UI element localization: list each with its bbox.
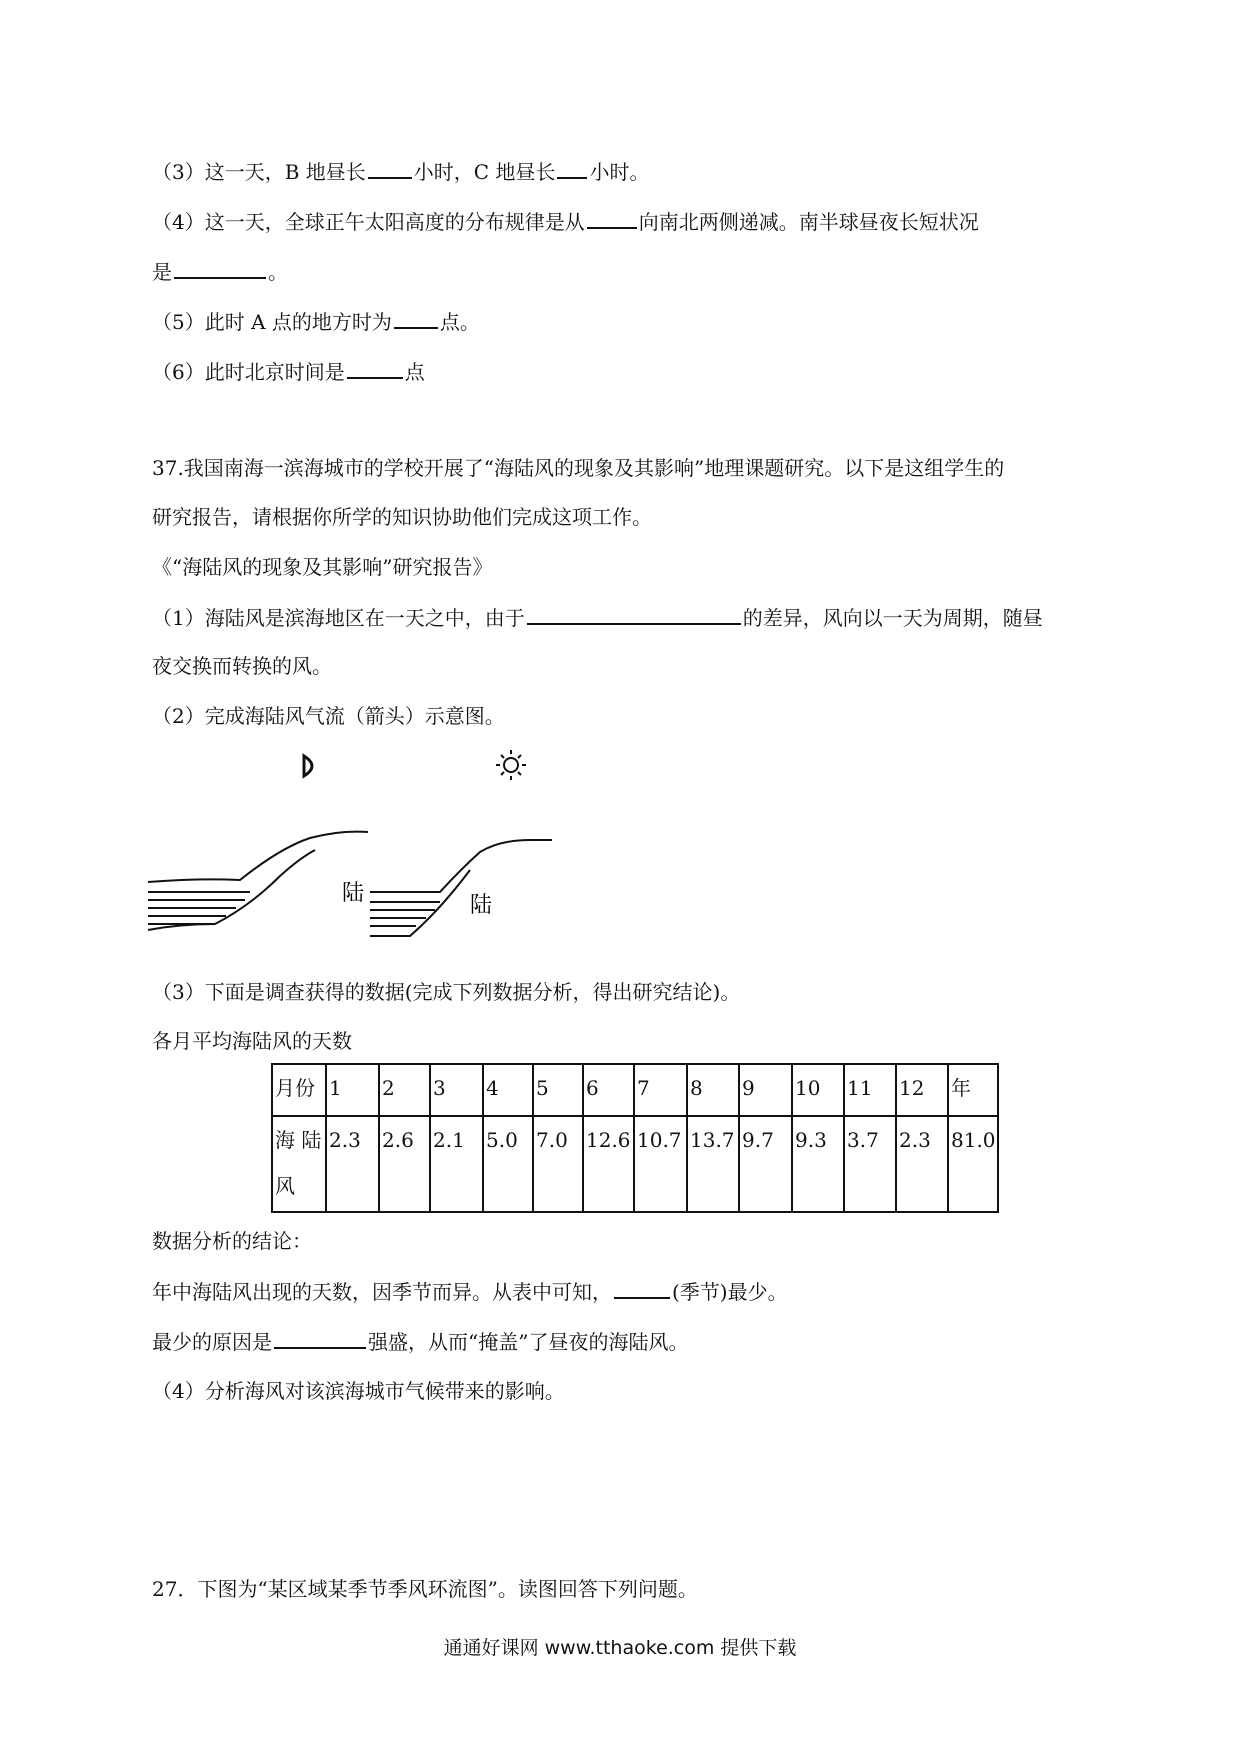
table-header-cell: 3 [430, 1064, 483, 1116]
table-cell: 5.0 [483, 1116, 533, 1212]
table-cell: 7.0 [533, 1116, 583, 1212]
conclusion-line1: 年中海陆风出现的天数，因季节而异。从表中可知， (季节)最少。 [152, 1277, 788, 1306]
table-cell: 81.0 [948, 1116, 998, 1212]
table-caption: 各月平均海陆风的天数 [152, 1029, 352, 1053]
conclusion-title: 数据分析的结论： [152, 1229, 312, 1253]
answer-blank[interactable] [174, 257, 266, 279]
table-header-cell: 2 [379, 1064, 430, 1116]
q36-part4-cont: 是 。 [152, 257, 288, 286]
table-header-cell: 年 [948, 1064, 998, 1116]
sun-icon [496, 750, 526, 780]
table-header-cell: 1 [326, 1064, 379, 1116]
page-footer: 通通好课网 www.tthaoke.com 提供下载 [443, 1637, 797, 1659]
table-cell: 2.3 [326, 1116, 379, 1212]
table-header-cell: 5 [533, 1064, 583, 1116]
table-header-cell: 月份 [272, 1064, 326, 1116]
land-label-left: 陆 [342, 881, 365, 906]
q37-part1-cont: 夜交换而转换的风。 [152, 654, 332, 678]
answer-blank[interactable] [614, 1277, 670, 1299]
table-cell: 2.1 [430, 1116, 483, 1212]
table-header-cell: 7 [634, 1064, 687, 1116]
q37-part3: （3）下面是调查获得的数据(完成下列数据分析，得出研究结论)。 [152, 980, 741, 1004]
q37-intro: 37.我国南海一滨海城市的学校开展了“海陆风的现象及其影响”地理课题研究。以下是这组学生的 [152, 456, 1005, 480]
table-header-cell: 12 [896, 1064, 948, 1116]
q36-part6: （6）此时北京时间是 点 [152, 357, 425, 386]
q37-intro-cont: 研究报告，请根据你所学的知识协助他们完成这项工作。 [152, 505, 652, 529]
q36-part5: （5）此时 A 点的地方时为 点。 [152, 307, 480, 336]
answer-blank[interactable] [394, 307, 438, 329]
answer-blank[interactable] [557, 157, 587, 179]
conclusion-line2: 最少的原因是 强盛，从而“掩盖”了昼夜的海陆风。 [152, 1327, 688, 1356]
land-label-right: 陆 [470, 893, 493, 918]
table-header-cell: 6 [583, 1064, 634, 1116]
table-cell: 10.7 [634, 1116, 687, 1212]
answer-blank[interactable] [347, 357, 403, 379]
sea-land-breeze-diagram [140, 740, 560, 940]
q37-part1: （1）海陆风是滨海地区在一天之中，由于 的差异，风向以一天为周期，随昼 [152, 603, 1043, 632]
table-row [272, 1116, 998, 1212]
coast-right [370, 840, 552, 936]
q37-part2: （2）完成海陆风气流（箭头）示意图。 [152, 704, 505, 728]
table-cell: 2.6 [379, 1116, 430, 1212]
coast-left [148, 832, 368, 930]
table-header-cell: 11 [844, 1064, 896, 1116]
q27-text: 27．下图为“某区域某季节季风环流图”。读图回答下列问题。 [152, 1577, 698, 1601]
q37-part4: （4）分析海风对该滨海城市气候带来的影响。 [152, 1379, 565, 1403]
answer-blank[interactable] [368, 157, 412, 179]
answer-blank[interactable] [527, 603, 741, 625]
q36-part4: （4）这一天，全球正午太阳高度的分布规律是从 向南北两侧递减。南半球昼夜长短状况 [152, 207, 979, 236]
q36-part3: （3）这一天，B 地昼长 小时，C 地昼长 小时。 [152, 157, 649, 186]
table-cell: 3.7 [844, 1116, 896, 1212]
table-cell: 13.7 [687, 1116, 739, 1212]
table-cell: 12.6 [583, 1116, 634, 1212]
table-row-label: 海 陆 风 [272, 1116, 326, 1212]
sea-land-breeze-table [271, 1063, 999, 1213]
table-header-cell: 10 [792, 1064, 844, 1116]
table-cell: 2.3 [896, 1116, 948, 1212]
answer-blank[interactable] [274, 1327, 366, 1349]
table-row [272, 1064, 998, 1116]
table-header-cell: 9 [739, 1064, 792, 1116]
table-header-cell: 8 [687, 1064, 739, 1116]
answer-blank[interactable] [587, 207, 637, 229]
table-cell: 9.7 [739, 1116, 792, 1212]
moon-icon [304, 756, 312, 776]
table-cell: 9.3 [792, 1116, 844, 1212]
report-title: 《“海陆风的现象及其影响”研究报告》 [152, 555, 493, 579]
table-header-cell: 4 [483, 1064, 533, 1116]
